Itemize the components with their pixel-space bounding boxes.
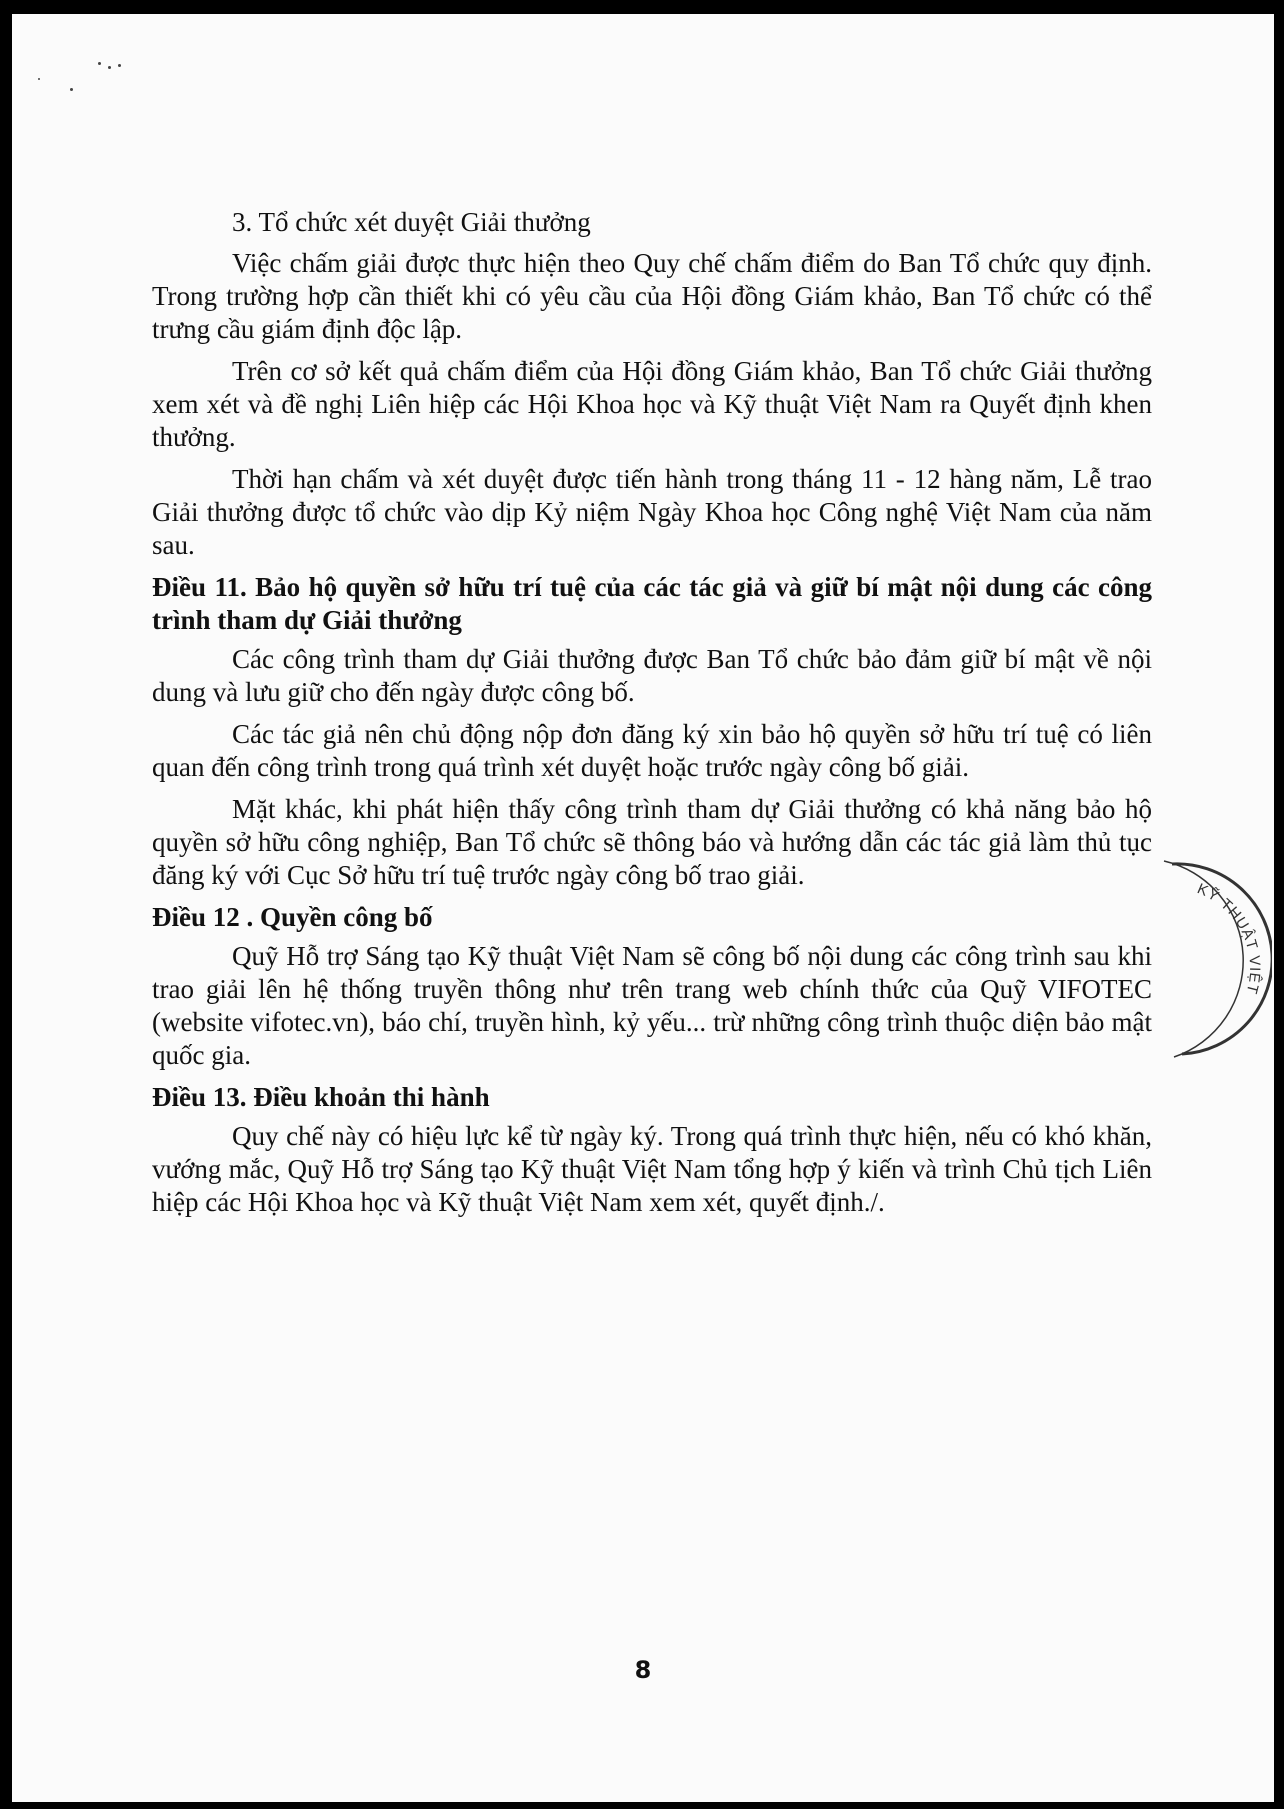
seal-text: KỸ THUẬT VIỆT [1194, 880, 1264, 997]
article-11-heading: Điều 11. Bảo hộ quyền sở hữu trí tuệ của các tác giả và giữ bí mật nội dung các công trình tham dự Giải thưởng [152, 572, 1152, 635]
article-11-paragraph: Mặt khác, khi phát hiện thấy công trình tham dự Giải thưởng có khả năng bảo hộ quyền sở hữu công nghiệp, Ban Tổ chức sẽ thông báo và hướng dẫn các tác giả làm thủ tục đăng ký với Cục Sở hữu trí tuệ trước ngày công bố trao giải. [152, 794, 1152, 890]
scan-speck [118, 64, 121, 67]
article-11-paragraph: Các công trình tham dự Giải thưởng được Ban Tổ chức bảo đảm giữ bí mật về nội dung và lưu giữ cho đến ngày được công bố. [152, 644, 1152, 707]
page-number: 8 [634, 1656, 652, 1684]
article-11-paragraph: Các tác giả nên chủ động nộp đơn đăng ký xin bảo hộ quyền sở hữu trí tuệ có liên quan đến công trình trong quá trình xét duyệt hoặc trước ngày công bố giải. [152, 719, 1152, 782]
document-body [152, 206, 1152, 1228]
scan-speck [70, 88, 73, 91]
svg-text:KỸ THUẬT VIỆT [1195, 880, 1264, 996]
scan-speck [98, 62, 101, 65]
official-seal [1162, 859, 1272, 1059]
scan-speck [38, 78, 40, 80]
article-12-heading: Điều 12 . Quyền công bố [152, 902, 433, 932]
document-page [12, 14, 1274, 1802]
scan-speck [108, 66, 111, 69]
article-13-heading: Điều 13. Điều khoản thi hành [152, 1082, 490, 1112]
section-3-paragraph: Thời hạn chấm và xét duyệt được tiến hành trong tháng 11 - 12 hàng năm, Lễ trao Giải thưởng được tổ chức vào dịp Kỷ niệm Ngày Khoa học Công nghệ Việt Nam của năm sau. [152, 464, 1152, 560]
article-13-paragraph: Quy chế này có hiệu lực kể từ ngày ký. Trong quá trình thực hiện, nếu có khó khăn, vướng mắc, Quỹ Hỗ trợ Sáng tạo Kỹ thuật Việt Nam tổng hợp ý kiến và trình Chủ tịch Liên hiệp các Hội Khoa học và Kỹ thuật Việt Nam xem xét, quyết định./. [152, 1121, 1152, 1217]
article-12-paragraph: Quỹ Hỗ trợ Sáng tạo Kỹ thuật Việt Nam sẽ công bố nội dung các công trình sau khi trao giải lên hệ thống truyền thông như trên trang web chính thức của Quỹ VIFOTEC (website vifotec.vn), báo chí, truyền hình, kỷ yếu... trừ những công trình thuộc diện bảo mật quốc gia. [152, 941, 1152, 1070]
section-3-paragraph: Trên cơ sở kết quả chấm điểm của Hội đồng Giám khảo, Ban Tổ chức Giải thưởng xem xét và đề nghị Liên hiệp các Hội Khoa học và Kỹ thuật Việt Nam ra Quyết định khen thưởng. [152, 356, 1152, 452]
section-3-paragraph: Việc chấm giải được thực hiện theo Quy chế chấm điểm do Ban Tổ chức quy định. Trong trường hợp cần thiết khi có yêu cầu của Hội đồng Giám khảo, Ban Tổ chức có thể trưng cầu giám định độc lập. [152, 248, 1152, 344]
section-3-heading: 3. Tổ chức xét duyệt Giải thưởng [232, 207, 591, 237]
